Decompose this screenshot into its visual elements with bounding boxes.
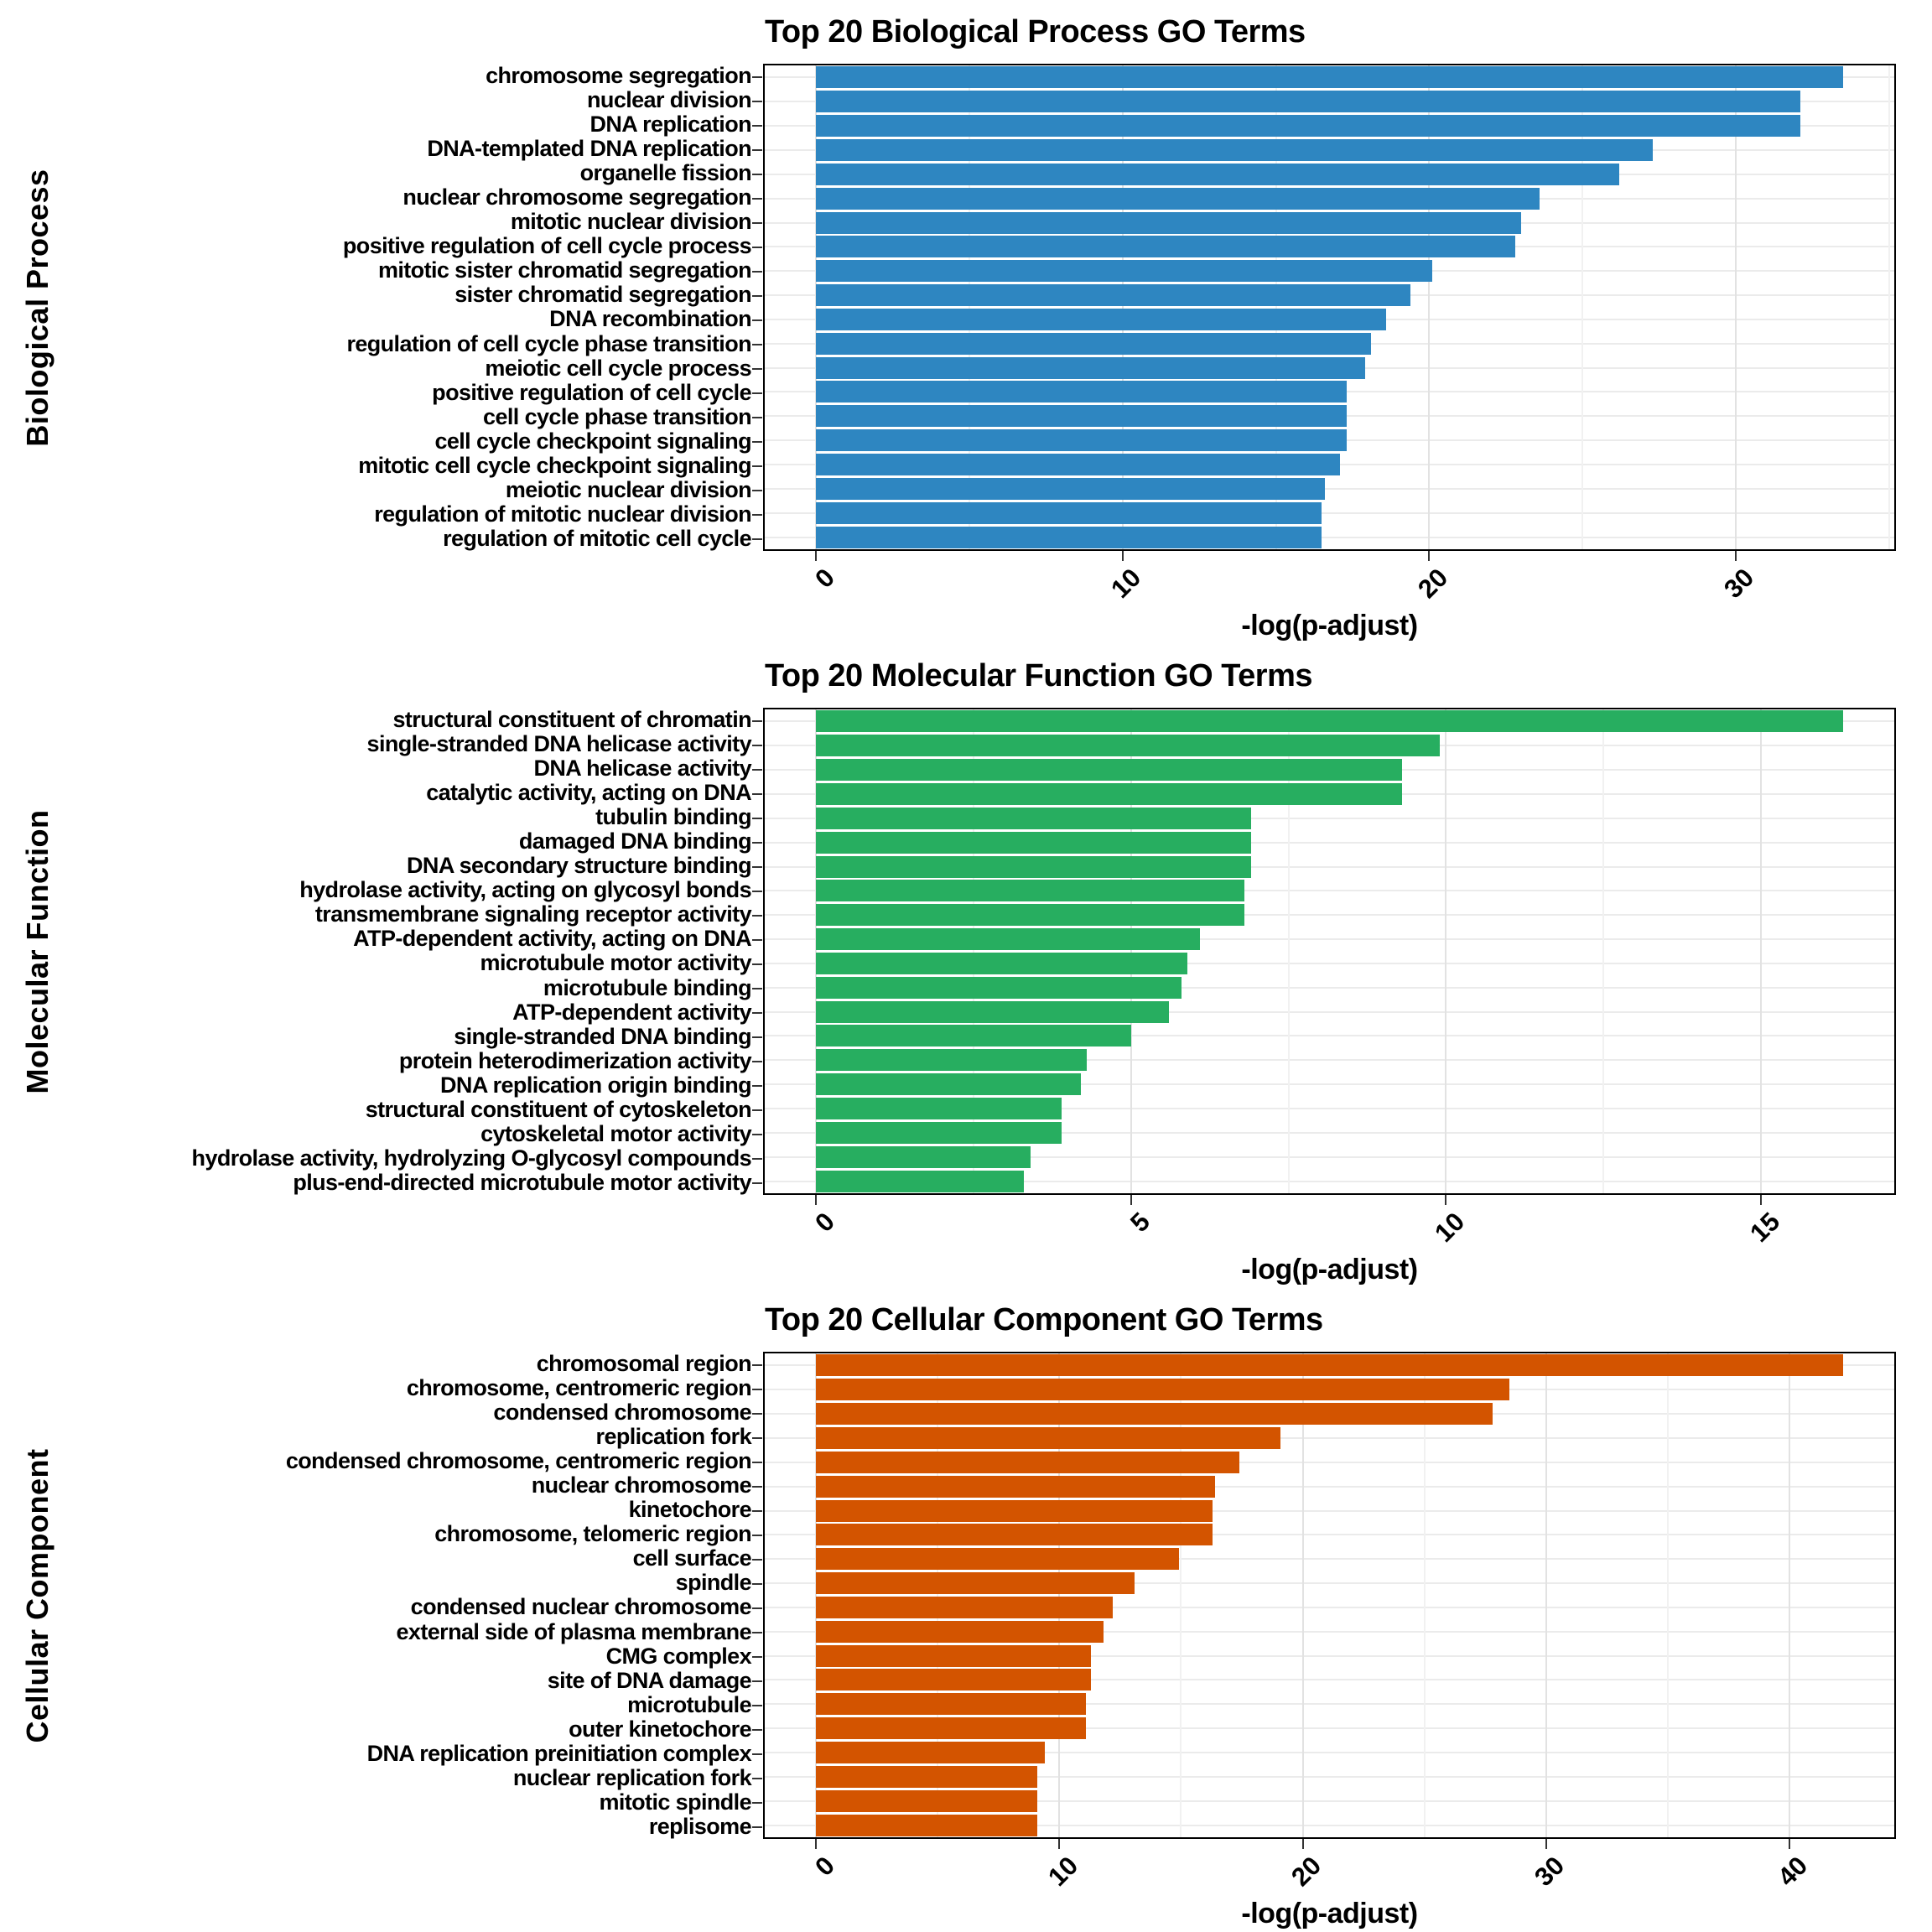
category-label: chromosome, telomeric region (434, 1521, 751, 1547)
y-tick-mark (751, 1122, 763, 1146)
bar-hydrolase-activity-acting-on-glycosyl-bonds (816, 880, 1244, 901)
y-tick-mark (751, 1073, 763, 1098)
bar-microtubule-binding (816, 977, 1182, 999)
x-tick-mark (815, 1839, 817, 1849)
category-label: condensed chromosome, centromeric region (285, 1448, 751, 1474)
bar-nuclear-chromosome (816, 1476, 1215, 1498)
bar-condensed-nuclear-chromosome (816, 1597, 1113, 1618)
x-axis (763, 1839, 1896, 1898)
y-tick-mark (751, 1815, 763, 1839)
v-gridline-major (1760, 709, 1762, 1193)
chart-title: Top 20 Biological Process GO Terms (765, 13, 1306, 49)
bar-nuclear-chromosome-segregation (816, 188, 1540, 210)
y-tick-mark (751, 1449, 763, 1473)
v-gridline-minor (1581, 65, 1583, 549)
x-axis (763, 1195, 1896, 1254)
y-tick-mark (751, 1742, 763, 1766)
v-gridline-major (815, 1353, 817, 1837)
category-label: single-stranded DNA binding (454, 1023, 751, 1049)
bar-chromosome-segregation (816, 66, 1843, 88)
bar-dna-templated-dna-replication (816, 139, 1653, 161)
v-gridline-major (1428, 65, 1430, 549)
y-tick-mark (751, 185, 763, 210)
category-label: nuclear replication fork (512, 1764, 751, 1790)
y-tick-mark (751, 1025, 763, 1049)
y-tick-mark (751, 210, 763, 234)
category-label: structural constituent of chromatin (392, 707, 751, 733)
bar-single-stranded-dna-binding (816, 1025, 1131, 1046)
bar-mitotic-sister-chromatid-segregation (816, 260, 1432, 282)
plot-body (0, 708, 1932, 1195)
category-label: CMG complex (605, 1643, 751, 1669)
x-axis-title: -log(p-adjust) (1241, 1898, 1418, 1929)
x-tick-mark (1445, 1195, 1446, 1205)
plot-panel (763, 1352, 1896, 1839)
bar-regulation-of-mitotic-nuclear-division (816, 502, 1322, 524)
bar-plus-end-directed-microtubule-motor-activity (816, 1171, 1024, 1192)
category-label: positive regulation of cell cycle process (342, 233, 751, 259)
chart-title: Top 20 Molecular Function GO Terms (765, 657, 1313, 693)
bar-mitotic-cell-cycle-checkpoint-signaling (816, 454, 1340, 475)
bar-dna-helicase-activity (816, 759, 1402, 781)
x-tick-mark (1058, 1839, 1060, 1849)
category-label: nuclear chromosome segregation (402, 184, 751, 210)
v-gridline-minor (1288, 709, 1290, 1193)
y-tick-mark (751, 1098, 763, 1122)
x-tick-label: 10 (1042, 1851, 1084, 1893)
y-tick-mark (751, 1171, 763, 1195)
y-tick-mark (751, 1352, 763, 1376)
bar-cell-cycle-checkpoint-signaling (816, 429, 1346, 451)
plot-panel (763, 64, 1896, 551)
y-tick-mark (751, 307, 763, 331)
category-label: DNA replication origin binding (440, 1072, 751, 1098)
category-label: positive regulation of cell cycle (432, 379, 751, 405)
bar-positive-regulation-of-cell-cycle (816, 381, 1346, 402)
bar-dna-replication-origin-binding (816, 1073, 1081, 1095)
bar-kinetochore (816, 1500, 1213, 1522)
bar-chromosomal-region (816, 1354, 1843, 1376)
y-tick-mark (751, 527, 763, 551)
category-label: meiotic nuclear division (505, 476, 751, 502)
y-tick-mark (751, 854, 763, 878)
category-label: structural constituent of cytoskeleton (365, 1096, 751, 1122)
x-tick-label: 20 (1411, 563, 1454, 605)
plot-body (0, 64, 1932, 551)
y-tick-mark (751, 283, 763, 307)
y-tick-mark (751, 454, 763, 478)
v-gridline-minor (937, 1353, 938, 1837)
y-axis-ticks (751, 1352, 763, 1839)
v-gridline-major (1122, 65, 1124, 549)
v-gridline-minor (1667, 1353, 1669, 1837)
y-axis-title: Cellular Component (20, 1447, 55, 1743)
bar-external-side-of-plasma-membrane (816, 1621, 1103, 1643)
y-tick-mark (751, 332, 763, 356)
category-label: ATP-dependent activity, acting on DNA (353, 926, 751, 952)
y-tick-mark (751, 1644, 763, 1669)
bar-single-stranded-dna-helicase-activity (816, 735, 1440, 756)
y-tick-mark (751, 356, 763, 381)
x-tick-label: 5 (1124, 1207, 1156, 1238)
v-gridline-minor (1888, 65, 1890, 549)
y-tick-mark (751, 732, 763, 756)
y-tick-mark (751, 1766, 763, 1790)
y-tick-mark (751, 805, 763, 829)
y-tick-mark (751, 1400, 763, 1425)
x-tick-label: 0 (809, 1851, 840, 1882)
category-label: nuclear division (587, 87, 751, 113)
x-axis-title: -log(p-adjust) (1241, 610, 1418, 641)
y-axis-title-area (0, 1352, 75, 1839)
v-gridline-minor (1180, 1353, 1182, 1837)
v-gridline-minor (969, 65, 970, 549)
title-row (0, 644, 1932, 708)
y-tick-mark (751, 1376, 763, 1400)
y-tick-mark (751, 137, 763, 161)
y-tick-mark (751, 708, 763, 732)
title-row (0, 1288, 1932, 1352)
category-label: kinetochore (628, 1497, 751, 1523)
bar-replication-fork (816, 1427, 1280, 1449)
x-tick-mark (1760, 1195, 1762, 1205)
y-tick-mark (751, 1546, 763, 1571)
y-axis-title: Biological Process (20, 168, 55, 447)
y-axis-ticks (751, 708, 763, 1195)
y-tick-mark (751, 381, 763, 405)
v-gridline-major (1445, 709, 1446, 1193)
v-gridline-minor (1275, 65, 1277, 549)
y-tick-mark (751, 951, 763, 975)
y-tick-mark (751, 1000, 763, 1025)
category-label: cytoskeletal motor activity (480, 1120, 751, 1146)
bar-structural-constituent-of-chromatin (816, 710, 1843, 732)
bar-cytoskeletal-motor-activity (816, 1122, 1062, 1144)
title-row (0, 0, 1932, 64)
category-label: organelle fission (579, 160, 751, 186)
category-label: mitotic cell cycle checkpoint signaling (358, 452, 751, 478)
category-label: microtubule binding (543, 974, 751, 1000)
x-tick-label: 0 (809, 1207, 840, 1238)
category-label: site of DNA damage (547, 1667, 751, 1693)
y-tick-mark (751, 927, 763, 951)
y-tick-mark (751, 64, 763, 88)
y-tick-mark (751, 478, 763, 502)
plot-body (0, 1352, 1932, 1839)
x-tick-mark (815, 551, 817, 561)
y-tick-mark (751, 976, 763, 1000)
bar-nuclear-replication-fork (816, 1766, 1037, 1788)
category-label: condensed chromosome (493, 1400, 751, 1426)
y-tick-mark (751, 1693, 763, 1717)
category-label: condensed nuclear chromosome (410, 1594, 751, 1620)
bar-dna-replication-preinitiation-complex (816, 1742, 1045, 1763)
y-tick-mark (751, 829, 763, 854)
y-axis-title-area (0, 64, 75, 551)
category-label: chromosome segregation (486, 63, 751, 89)
bar-site-of-dna-damage (816, 1669, 1091, 1690)
bar-meiotic-cell-cycle-process (816, 357, 1364, 379)
category-label: outer kinetochore (569, 1716, 751, 1742)
category-label: chromosomal region (536, 1351, 751, 1377)
y-tick-mark (751, 1049, 763, 1073)
x-tick-mark (1302, 1839, 1304, 1849)
bar-chromosome-centromeric-region (816, 1379, 1509, 1400)
category-labels (75, 1352, 751, 1839)
x-tick-mark (1130, 1195, 1132, 1205)
plot-panel (763, 708, 1896, 1195)
y-tick-mark (751, 878, 763, 902)
bar-outer-kinetochore (816, 1717, 1086, 1739)
v-gridline-minor (1602, 709, 1604, 1193)
v-gridline-major (1130, 709, 1132, 1193)
bar-positive-regulation-of-cell-cycle-process (816, 236, 1514, 257)
bar-organelle-fission (816, 164, 1619, 185)
bar-nuclear-division (816, 91, 1800, 112)
v-gridline-major (815, 709, 817, 1193)
bar-catalytic-activity-acting-on-dna (816, 783, 1402, 805)
category-label: transmembrane signaling receptor activity (314, 901, 751, 927)
y-tick-mark (751, 1595, 763, 1619)
category-label: regulation of mitotic cell cycle (443, 525, 751, 551)
category-label: DNA-templated DNA replication (427, 136, 751, 162)
y-tick-mark (751, 258, 763, 283)
category-label: meiotic cell cycle process (485, 355, 751, 381)
bar-cmg-complex (816, 1645, 1091, 1667)
y-tick-mark (751, 1498, 763, 1522)
category-label: replisome (648, 1813, 751, 1839)
y-tick-mark (751, 1522, 763, 1546)
v-gridline-major (1302, 1353, 1304, 1837)
category-label: hydrolase activity, hydrolyzing O-glycosyl compounds (191, 1145, 751, 1171)
x-tick-label: 30 (1529, 1851, 1571, 1893)
bar-condensed-chromosome (816, 1403, 1493, 1425)
category-label: tubulin binding (595, 804, 751, 830)
category-label: DNA replication preinitiation complex (366, 1740, 751, 1766)
y-tick-mark (751, 1473, 763, 1498)
bar-cell-surface (816, 1548, 1178, 1570)
x-tick-mark (815, 1195, 817, 1205)
category-label: chromosome, centromeric region (406, 1375, 751, 1401)
category-label: ATP-dependent activity (512, 999, 751, 1025)
y-tick-mark (751, 902, 763, 927)
bar-atp-dependent-activity (816, 1001, 1169, 1023)
bar-microtubule-motor-activity (816, 953, 1187, 974)
category-label: mitotic nuclear division (510, 209, 751, 235)
bar-replisome (816, 1815, 1037, 1836)
category-label: nuclear chromosome (531, 1472, 751, 1498)
bar-protein-heterodimerization-activity (816, 1049, 1087, 1071)
y-tick-mark (751, 1146, 763, 1171)
bar-tubulin-binding (816, 808, 1250, 829)
x-axis-title: -log(p-adjust) (1241, 1254, 1418, 1285)
y-tick-mark (751, 234, 763, 258)
category-label: mitotic sister chromatid segregation (377, 257, 751, 283)
x-tick-mark (1735, 551, 1737, 561)
y-tick-mark (751, 756, 763, 781)
v-gridline-major (815, 65, 817, 549)
category-label: damaged DNA binding (518, 828, 751, 854)
category-label: DNA secondary structure binding (407, 853, 751, 879)
bar-sister-chromatid-segregation (816, 284, 1410, 306)
bar-chromosome-telomeric-region (816, 1524, 1213, 1545)
category-label: DNA replication (589, 112, 751, 138)
bar-regulation-of-cell-cycle-phase-transition (816, 333, 1371, 355)
bar-dna-secondary-structure-binding (816, 856, 1250, 878)
category-label: single-stranded DNA helicase activity (366, 731, 751, 757)
bar-microtubule (816, 1693, 1086, 1715)
bar-condensed-chromosome-centromeric-region (816, 1452, 1239, 1473)
category-label: protein heterodimerization activity (398, 1047, 751, 1073)
category-label: replication fork (595, 1424, 751, 1450)
x-tick-label: 20 (1285, 1851, 1327, 1893)
category-label: spindle (675, 1570, 751, 1596)
v-gridline-minor (973, 709, 974, 1193)
category-labels (75, 708, 751, 1195)
v-gridline-major (1545, 1353, 1547, 1837)
y-tick-mark (751, 1790, 763, 1815)
category-label: DNA helicase activity (533, 756, 751, 782)
y-tick-mark (751, 1620, 763, 1644)
y-tick-mark (751, 161, 763, 185)
v-gridline-major (1789, 1353, 1790, 1837)
v-gridline-major (1058, 1353, 1060, 1837)
v-gridline-minor (1424, 1353, 1426, 1837)
category-label: DNA recombination (549, 306, 751, 332)
chart-cellular-component (0, 1288, 1932, 1932)
v-gridline-major (1735, 65, 1737, 549)
category-label: cell cycle checkpoint signaling (434, 428, 751, 454)
category-labels (75, 64, 751, 551)
bar-atp-dependent-activity-acting-on-dna (816, 928, 1200, 950)
bar-meiotic-nuclear-division (816, 478, 1325, 500)
x-axis (763, 551, 1896, 610)
y-axis-title: Molecular Function (20, 808, 55, 1094)
x-tick-label: 10 (1105, 563, 1147, 605)
category-label: cell cycle phase transition (483, 403, 751, 429)
bar-transmembrane-signaling-receptor-activity (816, 904, 1244, 926)
y-tick-mark (751, 1717, 763, 1742)
bar-regulation-of-mitotic-cell-cycle (816, 527, 1322, 548)
x-tick-label: 40 (1772, 1851, 1814, 1893)
category-label: catalytic activity, acting on DNA (426, 780, 751, 806)
bar-spindle (816, 1572, 1135, 1594)
x-tick-label: 10 (1429, 1207, 1471, 1249)
chart-biological-process (0, 0, 1932, 644)
category-label: regulation of mitotic nuclear division (374, 501, 751, 527)
category-label: cell surface (632, 1545, 751, 1571)
category-label: regulation of cell cycle phase transition (346, 330, 751, 356)
y-tick-mark (751, 502, 763, 527)
x-tick-label: 0 (809, 563, 840, 594)
y-tick-mark (751, 112, 763, 137)
x-tick-label: 15 (1743, 1207, 1785, 1249)
category-label: hydrolase activity, acting on glycosyl bonds (299, 877, 751, 903)
bar-structural-constituent-of-cytoskeleton (816, 1098, 1062, 1119)
bar-mitotic-spindle (816, 1790, 1037, 1812)
bar-dna-recombination (816, 309, 1386, 330)
y-tick-mark (751, 1571, 763, 1595)
category-label: sister chromatid segregation (454, 282, 751, 308)
category-label: microtubule (627, 1691, 751, 1717)
y-tick-mark (751, 429, 763, 454)
y-tick-mark (751, 1425, 763, 1449)
category-label: plus-end-directed microtubule motor activity (293, 1169, 751, 1195)
category-label: microtubule motor activity (480, 950, 751, 976)
y-axis-title-area (0, 708, 75, 1195)
bar-damaged-dna-binding (816, 832, 1250, 854)
y-tick-mark (751, 781, 763, 805)
bar-dna-replication (816, 115, 1800, 137)
x-tick-mark (1789, 1839, 1790, 1849)
category-label: mitotic spindle (599, 1789, 751, 1815)
bar-hydrolase-activity-hydrolyzing-o-glycosyl-compounds (816, 1146, 1030, 1168)
y-tick-mark (751, 88, 763, 112)
chart-title: Top 20 Cellular Component GO Terms (765, 1301, 1323, 1337)
bar-mitotic-nuclear-division (816, 212, 1521, 234)
chart-molecular-function (0, 644, 1932, 1288)
category-label: external side of plasma membrane (396, 1618, 751, 1644)
y-axis-ticks (751, 64, 763, 551)
x-tick-mark (1122, 551, 1124, 561)
y-tick-mark (751, 405, 763, 429)
x-tick-mark (1545, 1839, 1547, 1849)
bar-cell-cycle-phase-transition (816, 405, 1346, 427)
x-tick-mark (1428, 551, 1430, 561)
x-tick-label: 30 (1718, 563, 1760, 605)
y-tick-mark (751, 1669, 763, 1693)
